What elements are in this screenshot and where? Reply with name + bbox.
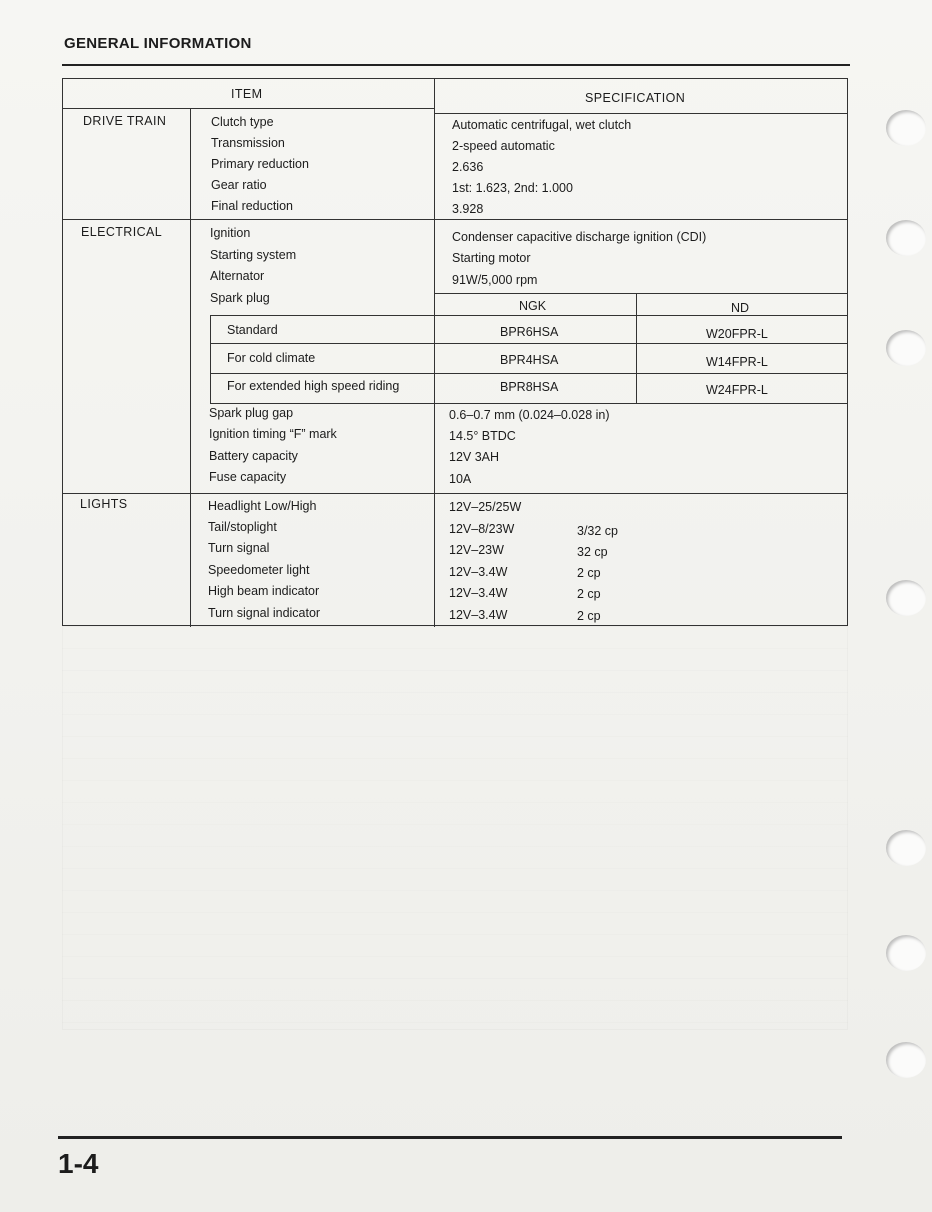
punch-hole	[886, 220, 926, 256]
spec-primary-reduction: 2.636	[452, 160, 484, 174]
punch-hole	[886, 330, 926, 366]
item-high-beam-indicator: High beam indicator	[208, 584, 320, 598]
spec-ignition-timing: 14.5° BTDC	[449, 429, 516, 443]
spec-final-reduction: 3.928	[452, 202, 484, 216]
item-transmission: Transmission	[211, 136, 285, 150]
item-tail-stoplight: Tail/stoplight	[208, 520, 277, 534]
plug-nd-standard: W20FPR-L	[706, 327, 768, 341]
item-final-reduction: Final reduction	[211, 199, 293, 213]
cp-turn-signal-indicator: 2 cp	[577, 609, 601, 623]
item-turn-signal-indicator: Turn signal indicator	[208, 606, 321, 620]
item-clutch-type: Clutch type	[211, 115, 274, 129]
item-alternator: Alternator	[210, 269, 265, 283]
spec-ignition: Condenser capacitive discharge ignition (CDI)	[452, 230, 707, 244]
item-headlight: Headlight Low/High	[208, 499, 317, 513]
page-number: 1-4	[58, 1148, 99, 1179]
item-ignition: Ignition	[210, 226, 251, 240]
section-electrical: ELECTRICAL	[81, 225, 163, 239]
bleed-through-shadow	[62, 626, 848, 1030]
item-spark-plug-gap: Spark plug gap	[209, 406, 294, 420]
drive-train-bottom-rule	[63, 219, 847, 220]
spec-gear-ratio: 1st: 1.623, 2nd: 1.000	[452, 181, 573, 195]
item-primary-reduction: Primary reduction	[211, 157, 309, 171]
punch-hole	[886, 1042, 926, 1078]
plug-type-standard: Standard	[227, 323, 278, 337]
plug-type-cold: For cold climate	[227, 351, 316, 365]
spark-plug-rule-3	[210, 373, 847, 374]
spec-headlight: 12V–25/25W	[449, 500, 522, 514]
section-drive-train: DRIVE TRAIN	[83, 114, 167, 128]
electrical-bottom-rule	[63, 493, 847, 494]
brand-nd: ND	[731, 301, 750, 315]
cp-turn-signal: 32 cp	[577, 545, 608, 559]
item-spark-plug: Spark plug	[210, 291, 270, 305]
punch-hole	[886, 580, 926, 616]
item-turn-signal: Turn signal	[208, 541, 270, 555]
spec-transmission: 2-speed automatic	[452, 139, 555, 153]
ngk-nd-divider	[636, 293, 637, 403]
item-spec-divider	[434, 79, 435, 627]
plug-ngk-cold: BPR4HSA	[500, 353, 559, 367]
punch-hole	[886, 110, 926, 146]
page-header: GENERAL INFORMATION	[64, 35, 252, 52]
column-header-spec: SPECIFICATION	[585, 91, 686, 105]
section-column-divider	[190, 108, 191, 627]
spec-turn-signal-indicator: 12V–3.4W	[449, 608, 508, 622]
plug-type-high-speed: For extended high speed riding	[227, 379, 400, 393]
item-fuse-capacity: Fuse capacity	[209, 470, 287, 484]
punch-hole	[886, 935, 926, 971]
spark-plug-rule-1	[210, 315, 847, 316]
spec-turn-signal: 12V–23W	[449, 543, 504, 557]
item-battery-capacity: Battery capacity	[209, 449, 298, 463]
header-underline-spec	[434, 113, 847, 114]
footer-rule	[58, 1136, 842, 1139]
section-lights: LIGHTS	[80, 497, 128, 511]
header-underline-item	[63, 108, 434, 109]
plug-ngk-standard: BPR6HSA	[500, 325, 559, 339]
spark-plug-bottom-rule	[210, 403, 847, 404]
item-speedometer-light: Speedometer light	[208, 563, 310, 577]
punch-hole	[886, 830, 926, 866]
cp-tail-stoplight: 3/32 cp	[577, 524, 619, 538]
item-gear-ratio: Gear ratio	[211, 178, 267, 192]
item-ignition-timing: Ignition timing “F” mark	[209, 427, 337, 441]
specification-table	[62, 78, 848, 626]
plug-ngk-high-speed: BPR8HSA	[500, 380, 559, 394]
spec-starting-system: Starting motor	[452, 251, 531, 265]
item-starting-system: Starting system	[210, 248, 297, 262]
spec-alternator: 91W/5,000 rpm	[452, 273, 538, 287]
header-rule	[62, 64, 850, 66]
spec-speedometer-light: 12V–3.4W	[449, 565, 508, 579]
spec-battery-capacity: 12V 3AH	[449, 450, 500, 464]
spec-spark-plug-gap: 0.6–0.7 mm (0.024–0.028 in)	[449, 408, 610, 422]
spark-plug-left-border	[210, 315, 211, 403]
spec-clutch-type: Automatic centrifugal, wet clutch	[452, 118, 632, 132]
spark-plug-rule-2	[210, 343, 847, 344]
plug-nd-cold: W14FPR-L	[706, 355, 768, 369]
plug-nd-high-speed: W24FPR-L	[706, 383, 768, 397]
spark-plug-top-rule	[434, 293, 847, 294]
cp-high-beam-indicator: 2 cp	[577, 587, 601, 601]
cp-speedometer-light: 2 cp	[577, 566, 601, 580]
brand-ngk: NGK	[519, 299, 547, 313]
column-header-item: ITEM	[231, 87, 263, 101]
spec-fuse-capacity: 10A	[449, 472, 472, 486]
spec-tail-stoplight: 12V–8/23W	[449, 522, 515, 536]
spec-high-beam-indicator: 12V–3.4W	[449, 586, 508, 600]
